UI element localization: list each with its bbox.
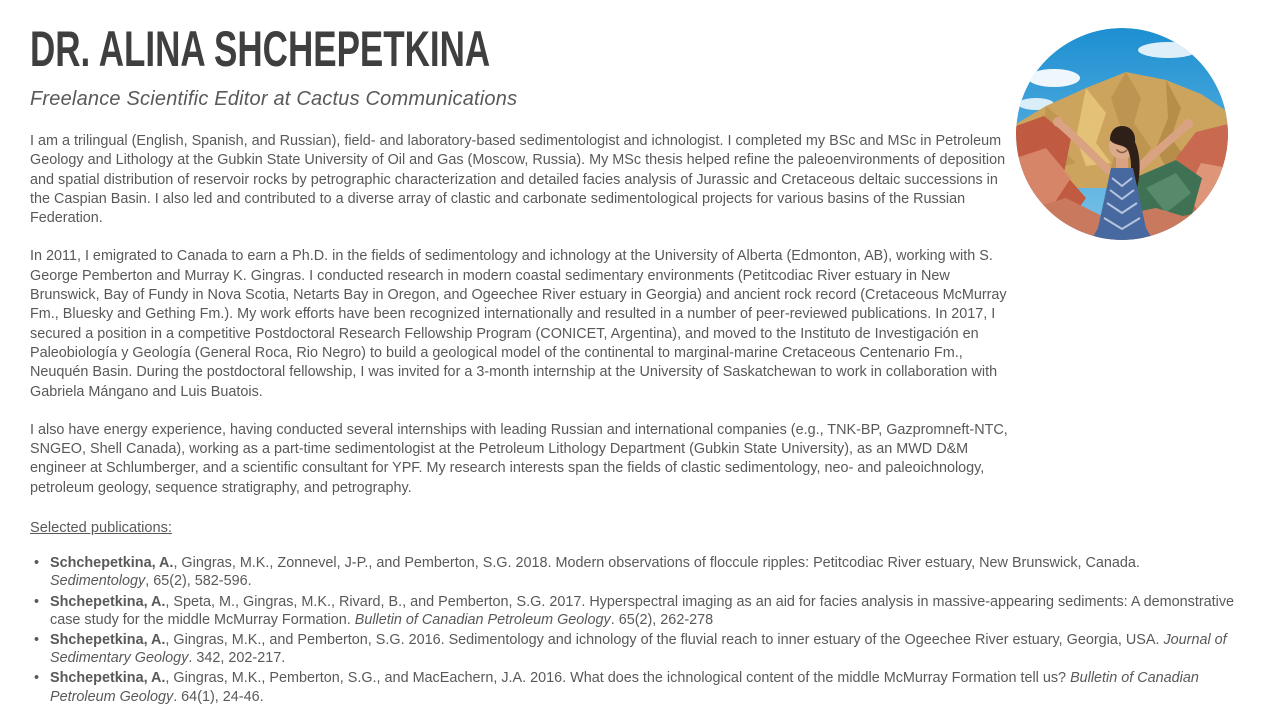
publication-text: , Gingras, M.K., Pemberton, S.G., and MacEachern, J.A. 2016. What does the ichnological content of the middle McMurray Formation tell us? [165,670,1071,687]
publication-journal: Sedimentology [50,573,146,590]
bio-paragraph-1: I am a trilingual (English, Spanish, and Russian), field- and laboratory-based sedimentologist and ichnologist. I completed my BSc and MSc in Petroleum Geology and Lithology at the Gubkin State University of Oil and Gas (Moscow, Russia). My MSc thesis helped refine the paleoenvironments of deposition and spatial distribution of reservoir rocks by petrographic characterization and detailed facies analysis of Jurassic and Cretaceous deltaic successions in the Caspian Basin. I also led and contributed to a diverse array of clastic and carbonate sedimentological projects for various basins of the Russian Federation. [30,133,1006,227]
publication-item [30,669,1238,705]
bio-paragraph-2: In 2011, I emigrated to Canada to earn a Ph.D. in the fields of sedimentology and ichnology at the University of Alberta (Edmonton, AB), working with S. George Pemberton and Murray K. Gingras. I conducted research in modern coastal sedimentary environments (Petitcodiac River estuary in New Brunswick, Bay of Fundy in Nova Scotia, Netarts Bay in Oregon, and Ogeechee River estuary in Georgia) and ancient rock record (Cretaceous McMurray Fm., Bluesky and Gething Fm.). My work efforts have been recognized internationally and resulted in a number of peer-reviewed publications. In 2017, I secured a position in a competitive Postdoctoral Research Fellowship Program (CONICET, Argentina), and moved to the Instituto de Investigación en Paleobiología y Geología (General Roca, Rio Negro) to build a geological model of the continental to marginal-marine Cretaceous Centenario Fm., Neuquén Basin. During the postdoctoral fellowship, I was invited for a 3-month internship at the University of Saskatchewan to work in collaboration with Gabriela Mángano and Luis Buatois. [30,248,1007,400]
publication-text: , Gingras, M.K., Zonnevel, J-P., and Pemberton, S.G. 2018. Modern observations of floccule ripples: Petitcodiac River estuary, New Brunswick, Canada. [173,555,1140,572]
publication-author: Shchepetkina, A. [50,632,166,649]
publications-section [30,519,1238,708]
publications-heading: Selected publications: [30,520,172,536]
publication-text: , 65(2), 582-596. [145,573,252,590]
publication-text: . 65(2), 262-278 [610,611,714,628]
header [30,21,687,111]
publication-text: . 342, 202-217. [188,650,286,667]
publication-journal: Bulletin of Canadian Petroleum Geology [354,611,611,628]
publication-author: Shchepetkina, A. [50,670,166,687]
profile-photo [1016,28,1228,240]
publication-author: Schchepetkina, A. [50,555,174,572]
page-title: DR. ALINA SHCHEPETKINA [30,21,491,77]
job-subtitle: Freelance Scientific Editor at Cactus Communications [30,88,518,110]
publication-item [30,631,1238,667]
publication-author: Shchepetkina, A. [50,593,166,610]
publication-item [30,593,1238,629]
publication-text: . 64(1), 24-46. [173,688,264,705]
publication-journal: Journal of Sedimentary Geology [50,632,1227,667]
publication-text: , Speta, M., Gingras, M.K., Rivard, B., and Pemberton, S.G. 2017. Hyperspectral imaging as an aid for facies analysis in massive-appearing sediments: A demonstrative case study for the middle McMurray Formation. [50,593,1235,628]
bio-section [30,132,1013,517]
publication-journal: Bulletin of Canadian Petroleum Geology [50,670,1199,705]
mountain-portrait-illustration [1016,28,1228,240]
publication-text: , Gingras, M.K., and Pemberton, S.G. 2016. Sedimentology and ichnology of the fluvial reach to inner estuary of the Ogeechee River estuary, Georgia, USA. [165,632,1164,649]
publications-list [30,554,1238,706]
publication-item [30,554,1238,590]
bio-paragraph-3: I also have energy experience, having conducted several internships with leading Russian and international companies (e.g., TNK-BP, Gazpromneft-NTC, SNGEO, Shell Canada), working as a part-time sedimentologist at the Petroleum Lithology Department (Gubkin State University), as an MWD D&M engineer at Schlumberger, and a scientific consultant for YPF. My research interests span the fields of clastic sedimentology, neo- and paleoichnology, petroleum geology, sequence stratigraphy, and petrography. [30,421,1008,496]
